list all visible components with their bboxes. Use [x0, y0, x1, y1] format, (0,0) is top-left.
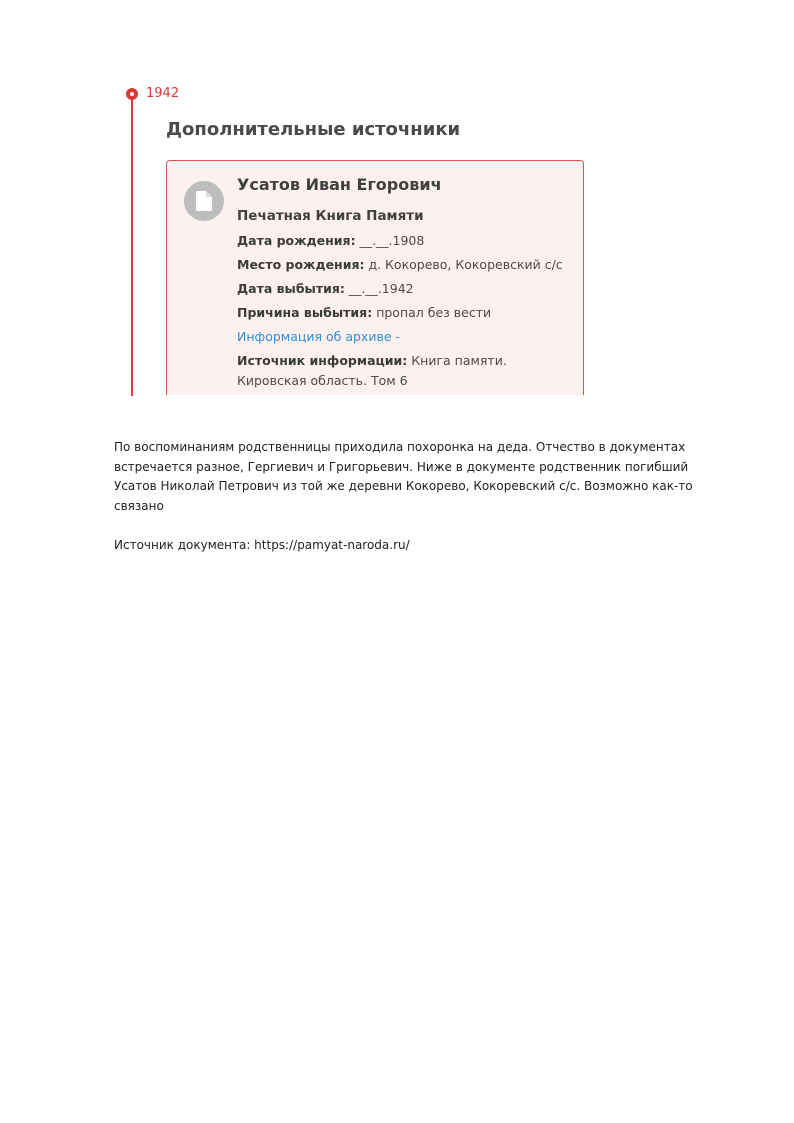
document-source: Источник документа: https://pamyat-naroda.ru/: [114, 538, 410, 552]
departure-reason-value: пропал без вести: [376, 305, 492, 320]
departure-date-label: Дата выбытия:: [237, 281, 345, 296]
info-source-field: [237, 351, 567, 391]
departure-reason-field: [237, 303, 567, 323]
birth-date-label: Дата рождения:: [237, 233, 356, 248]
info-source-label: Источник информации:: [237, 353, 408, 368]
source-title: Печатная Книга Памяти: [237, 208, 424, 224]
record-card: [166, 160, 584, 395]
document-icon: [184, 181, 224, 221]
record-details: [237, 175, 567, 395]
timeline-line: [131, 95, 133, 396]
person-name[interactable]: Усатов Иван Егорович: [237, 175, 442, 194]
timeline-year: 1942: [146, 86, 180, 101]
birth-place-value: д. Кокорево, Кокоревский с/с: [368, 257, 563, 272]
departure-date-value: __.__.1942: [348, 281, 414, 296]
departure-date-field: [237, 279, 567, 299]
info-source-value: Книга памяти. Кировская область. Том 6: [237, 353, 507, 388]
birth-date-value: __.__.1908: [359, 233, 425, 248]
birth-place-label: Место рождения:: [237, 257, 365, 272]
birth-place-field: [237, 255, 567, 275]
timeline-marker-icon: [126, 88, 138, 100]
birth-date-field: [237, 231, 567, 251]
archive-info-link[interactable]: Информация об архиве -: [237, 329, 400, 344]
section-title: Дополнительные источники: [166, 119, 461, 140]
departure-reason-label: Причина выбытия:: [237, 305, 373, 320]
note-paragraph: По воспоминаниям родственницы приходила похоронка на деда. Отчество в документах встречается разное, Гергиевич и Григорьевич. Ниже в документе родственник погибший Усатов Николай Петрович из той же деревни Кокорево, Кокоревский с/с. Возможно как-то связано: [114, 440, 693, 513]
